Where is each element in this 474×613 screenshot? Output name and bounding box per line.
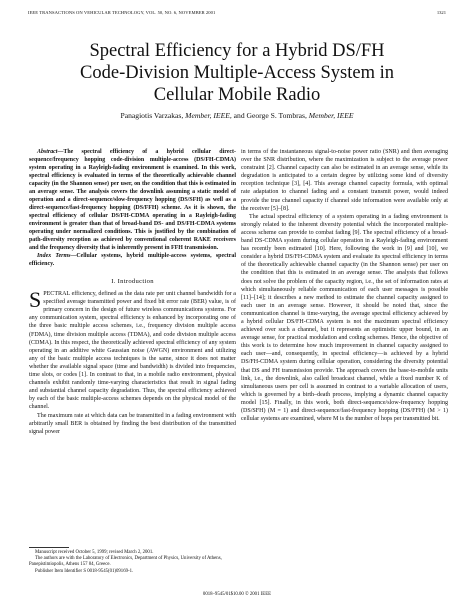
author-line [20, 111, 454, 120]
footnotes [29, 550, 239, 575]
title-line-1: Spectral Efficiency for a Hybrid DS/FH [89, 41, 385, 61]
index-terms-label: Index Terms— [37, 253, 77, 259]
title-line-3: Cellular Mobile Radio [153, 85, 321, 105]
paper-title [20, 40, 454, 106]
author-conjunction: and George S. Tombras, [233, 111, 307, 120]
title-line-2: Code-Division Multiple-Access System in [80, 63, 394, 83]
running-header-page-number: 1321 [436, 10, 446, 15]
footnote-rule [29, 547, 69, 548]
right-column [241, 148, 448, 423]
intro-paragraph-1 [29, 287, 236, 411]
intro-paragraph-1-text: PECTRAL efficiency, defined as the data rate per unit channel bandwidth for a specified average transmitted power and fixed bit error rate (BER) value, is of primary concern in the design of future wireless communications systems. For any communication system, spectral efficiency is enhanced by incorporating one of the three basic multiple access schemes, i.e., frequency division multiple access (FDMA), time division multiple access (TDMA), and code division multiple access (CDMA). In this respect, the theoretically achieved spectral efficiency of any system operating in an additive white Gaussian noise (AWGN) environment and utilizing any of the basic multiple access techniques is the same, since it does not matter whether the available signal space (time and bandwidth) is divided into frequencies, time slots, or codes [1]. In contrast to that, in a mobile radio environment, physical channels exhibit randomly time-varying characteristics that result in signal fading and substantial channel capacity degradation. Thus, the spectral efficiency achieved by each of the basic multiple-access schemes depends on the physical model of the channel. [29, 291, 236, 411]
index-terms-text: Cellular systems, hybrid multiple-access systems, spectral efficiency. [29, 253, 236, 267]
author-1-role: Member, IEEE, [185, 111, 232, 120]
intro-paragraph-2: The maximum rate at which data can be transmitted in a fading environment with arbitrarily small BER is obtained by finding the best distribution of the transmitted signal power [29, 412, 236, 435]
abstract [29, 148, 236, 252]
running-header-journal: IEEE TRANSACTIONS ON VEHICULAR TECHNOLOGY, VOL. 50, NO. 6, NOVEMBER 2001 [28, 10, 216, 15]
left-column [29, 148, 236, 436]
author-2-role: Member, IEEE [308, 111, 354, 120]
section-heading-introduction: I. Introduction [111, 278, 154, 285]
index-terms [29, 252, 236, 268]
right-paragraph-2: The actual spectral efficiency of a system operating in a fading environment is strongly related to the inherent diversity potential which the incorporated multiple-access scheme can provide to combat fading [9]. The spectral efficiency of a broad-band DS-CDMA system during cellular operation in a Rayleigh-fading environment has recently been estimated [10]. Here, following the work in [9] and [10], we consider a hybrid DS/FH-CDMA system and evaluate its spectral efficiency in terms of the theoretically achievable channel capacity (in the Shannon sense) per user on the condition that this is estimated in an average sense. The analysis that follows does not solve the problem of the capacity region, i.e., the set of information rates at which simultaneously reliable communication of each user messages is possible [11]–[14]; it describes a new method to estimate the channel capacity assigned to each user in an average sense. However, it should be noted that, since the communication channel is time-varying, the average spectral efficiency achieved by a hybrid cellular DS/FH-CDMA system is not the maximum spectral efficiency achieved over such a channel, but it represents an optimistic upper bound, in an average sense, for practical modulation and coding schemes. Hence, the objective of this work is to determine how much improvement in channel capacity assigned to each user—and, consequently, in spectral efficiency—is achieved by a hybrid DS/FH-CDMA system during cellular operation, considering the diversity potential that DS and FH transmission provide. The approach covers the base-to-mobile units link, i.e., the downlink, also called broadcast channel, while a fixed number K of simultaneous users per cell is assumed in contrast to a variable allocation of users, which is governed by a birth–death process, implying a dynamic channel capacity model [15]. Finally, in this work, both direct-sequence/slow-frequency hopping (DS/SFH) (M = 1) and direct-sequence/fast-frequency hopping (DS/FFH) (M > 1) cellular systems are examined, where M is the number of hops per transmitted bit. [241, 213, 448, 423]
drop-cap-letter: S [29, 287, 42, 313]
author-1-name: Panagiotis Varzakas, [120, 111, 184, 120]
footnote-publisher-id: Publisher Item Identifier S 0018-9545(01)09169-1. [35, 568, 134, 574]
abstract-label: Abstract— [37, 149, 64, 155]
footnote-received: Manuscript received October 5, 1999; revised March 2, 2001. [35, 550, 154, 555]
footnote-affiliation: The authors are with the Laboratory of Electronics, Department of Physics, University of Athens, Panepistimiopolis, Athens 157 84, Greece. [29, 556, 222, 568]
right-paragraph-1: in terms of the instantaneous signal-to-noise power ratio (SNR) and then averaging over the SNR distribution, where the maximization is subject to the average power constraint [2]. Channel capacity can also be estimated in an average sense, while its degradation is anticipated to a certain degree by utilizing some kind of diversity reception technique [3], [4]. This average channel capacity formula, with optimal rate adaptation to channel fading and a constant transmit power, would indeed provide the true channel capacity if channel side information were available only at the receiver [5]–[8]. [241, 149, 448, 212]
copyright-footer: 0018–9545/01$10.00 © 2001 IEEE [202, 592, 272, 597]
abstract-text: The spectral efficiency of a hybrid cellular direct-sequence/frequency hopping code-division multiple-access (DS/FH-CDMA) system operating in a Rayleigh-fading environment is examined. In this work, spectral efficiency is evaluated in terms of the theoretically achievable channel capacity (in the Shannon sense) per user, on the condition that this is estimated in an average sense. The analysis covers the downlink assuming a static model of operation and a direct-sequence/slow-frequency hopping (DS/SFH) as well as a direct-sequence/fast-frequency hopping (DS/FFH) scheme. As it is shown, the spectral efficiency of cellular DS/FH-CDMA operating in a Rayleigh-fading environment is greater than that of broad-band DS- and DS/FH-CDMA systems operating under normalized conditions. This is justified by the combination of path-diversity reception as achieved by conventional coherent RAKE receivers and the frequency diversity that is inherently present in FFH transmission. [29, 149, 236, 251]
